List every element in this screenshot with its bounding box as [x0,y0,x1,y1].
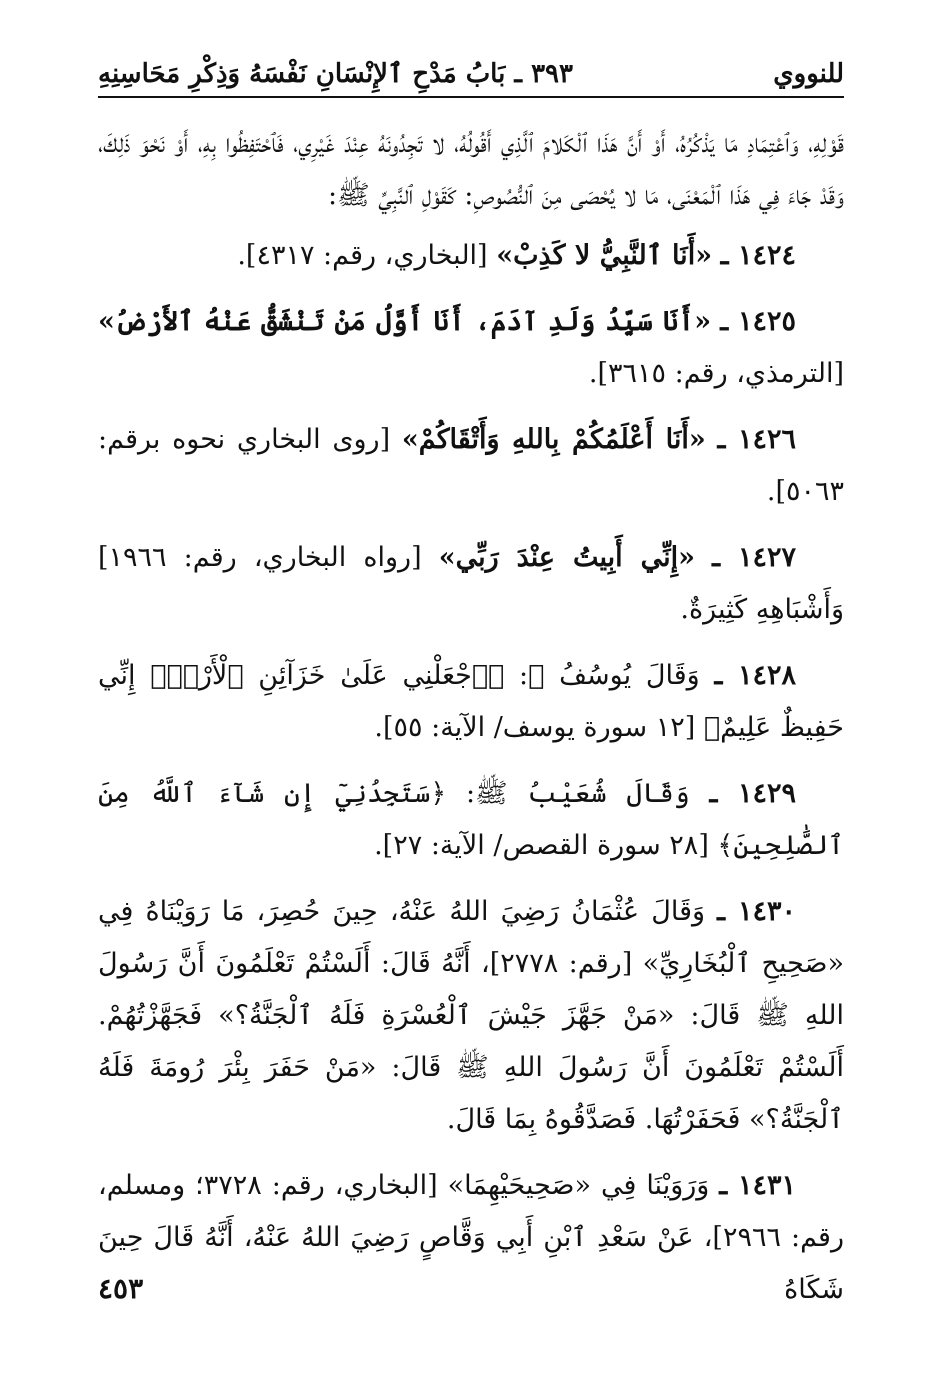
hadith-text: «إِنِّي أَبِيتُ عِنْدَ رَبِّي» [438,542,695,573]
hadith-text: «أَنَا أَعْلَمُكُمْ بِاللهِ وَأَتْقَاكُمْ» [401,424,706,455]
entry-number: ١٤٣٠ ـ [717,896,796,927]
entry-number: ١٤٢٥ ـ [720,306,797,337]
entry-number: ١٤٢٤ ـ [720,240,796,271]
entry-reference: [الترمذي، رقم: ٣٦١٥]. [588,358,844,389]
entry-number: ١٤٣١ ـ [719,1170,796,1201]
entry-reference: [البخاري، رقم: ٤٣١٧]. [237,240,497,271]
hadith-text: «أَنَا سَيِّدُ وَلَدِ آدَمَ، أَنَا أَوَّلُ مَنْ تَنْشَقُّ عَنْهُ ٱلأَرْضُ» [98,306,712,337]
entry-1429 [98,768,844,872]
entry-text: وَقَالَ عُثْمَانُ رَضِيَ اللهُ عَنْهُ، حِينَ حُصِرَ، مَا رَوَيْنَاهُ فِي «صَحِيحِ ٱلْبُخَارِيِّ» [رقم: ٢٧٧٨]، أَنَّهُ قَالَ: أَلَسْتُمْ تَعْلَمُونَ أَنَّ رَسُولَ اللهِ ﷺ قَالَ: «مَنْ جَهَّزَ جَيْشَ ٱلْعُسْرَةِ فَلَهُ ٱلْجَنَّةُ؟» فَجَهَّزْتُهُمْ. أَلَسْتُمْ تَعْلَمُونَ أَنَّ رَسُولَ اللهِ ﷺ قَالَ: «مَنْ حَفَرَ بِئْرَ رُومَةَ فَلَهُ ٱلْجَنَّةُ؟» فَحَفَرْتُهَا. فَصَدَّقُوهُ بِمَا قَالَ. [98,896,844,1135]
entry-1431 [98,1160,844,1316]
entry-1424 [98,230,844,282]
chapter-title: ٣٩٣ ـ بَابُ مَدْحِ ٱلإِنْسَانِ نَفْسَهُ وَذِكْرِ مَحَاسِنِهِ [98,59,573,89]
entry-number: ١٤٢٩ ـ [709,778,796,809]
entry-1426 [98,414,844,518]
entry-1427 [98,532,844,636]
book-title: للنووي [773,59,844,89]
page-number: ٤٥٣ [98,1272,144,1305]
running-header [98,52,844,98]
entry-1428 [98,650,844,754]
entry-number: ١٤٢٧ ـ [712,542,796,573]
entry-text: وَقَالَ يُوسُفُ ﷺ: ﴿ٱجْعَلْنِي عَلَىٰ خَزَآئِنِ ٱلْأَرْضِۖ إِنِّي حَفِيظٌ عَلِيمٌ﴾ [١٢ سورة يوسف/ الآية: ٥٥]. [98,660,844,743]
entry-1425 [98,296,844,400]
entry-reference: [رواه البخاري، رقم: ١٩٦٦] وَأَشْبَاهِهِ كَثِيرَةٌ. [98,542,844,625]
page-body [98,118,844,1330]
entry-number: ١٤٢٨ ـ [714,660,796,691]
entry-text: وَرَوَيْنَا فِي «صَحِيحَيْهِمَا» [البخاري، رقم: ٣٧٢٨؛ ومسلم، رقم: ٢٩٦٦]، عَنْ سَعْدِ ٱبْنِ أَبِي وَقَّاصٍ رَضِيَ اللهُ عَنْهُ، أَنَّهُ قَالَ حِينَ شَكَاهُ [98,1170,845,1305]
hadith-text: «أَنَا ٱلنَّبِيُّ لا كَذِبْ» [496,240,713,271]
intro-paragraph: قَوْلِهِ، وَٱعْتِمَادِ مَا يَذْكُرُهُ، أَوْ أَنَّ هَذَا ٱلْكَلامَ ٱلَّذِي أَقُولُهُ، لا تَجِدُونَهُ عِنْدَ غَيْرِي، فَٱحْتَفِظُوا بِهِ، أَوْ نَحْوَ ذَلِكَ، وَقَدْ جَاءَ فِي هَذَا ٱلْمَعْنَى، مَا لا يُحْصَى مِنَ ٱلنُّصُوصِ: كَقَوْلِ ٱلنَّبِيِّ ﷺ: [98,128,844,211]
entry-text: وَقَالَ شُعَيْبُ ﷺ: ﴿سَتَجِدُنِيٓ إِن شَآءَ ٱللَّهُ مِنَ ٱلصَّٰلِحِينَ﴾ [٢٨ سورة القصص/ الآية: ٢٧]. [98,778,844,861]
entry-reference: [روى البخاري نحوه برقم: ٥٠٦٣]. [98,424,844,507]
entry-1430 [98,886,844,1146]
entry-number: ١٤٢٦ ـ [717,424,796,455]
